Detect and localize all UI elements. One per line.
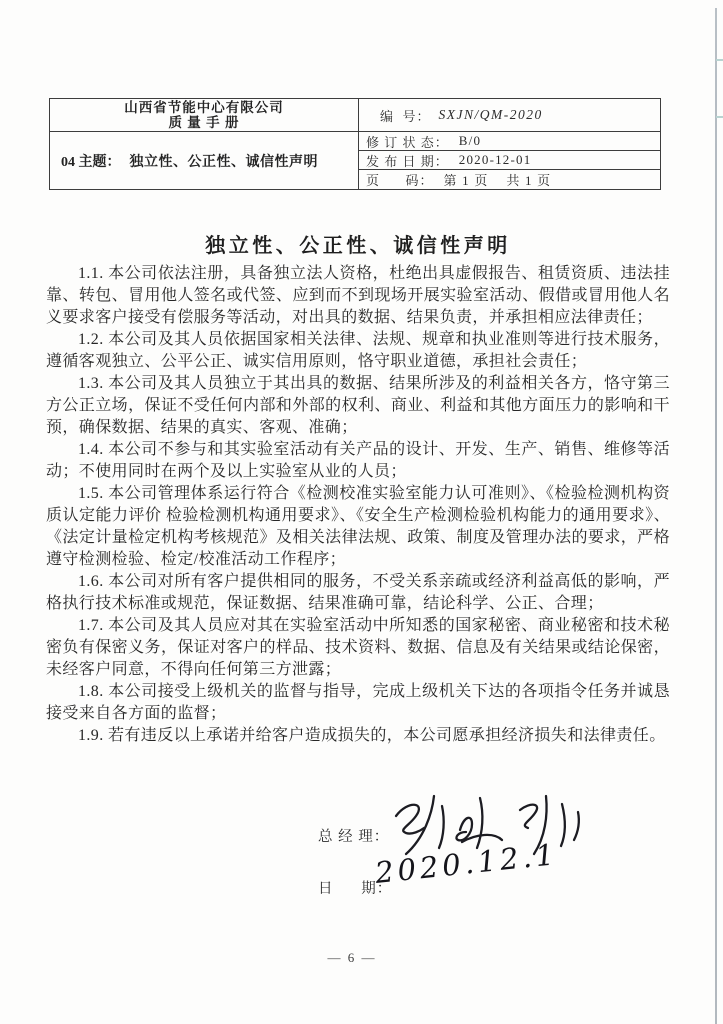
doc-number-label: 编 号：: [380, 108, 431, 124]
issue-date-row: [359, 151, 660, 170]
header-table-right-column: [359, 99, 660, 189]
declaration-paragraph-5: 1.5. 本公司管理体系运行符合《检测校准实验室能力认可准则》、《检验检测机构资质认定能力评价 检验检测机构通用要求》、《安全生产检测检验机构能力的通用要求》、《法定计量检定机构考核规范》及相关法律法规、政策、制度及管理办法的要求，严格遵守检测检验、检定/校准活动工作程序；: [46, 485, 670, 568]
declaration-paragraph-9: 1.9. 若有违反以上承诺并给客户造成损失的，本公司愿承担经济损失和法律责任。: [78, 727, 666, 744]
scan-edge-line: [715, 8, 717, 1024]
declaration-paragraph-7: 1.7. 本公司及其人员应对其在实验室活动中所知悉的国家秘密、商业秘密和技术秘密负有保密义务，保证对客户的样品、技术资料、数据、信息及有关结果或结论保密，未经客户同意，不得向任何第三方泄露；: [46, 617, 670, 678]
manual-title: 质 量 手 册: [168, 115, 240, 130]
issue-date-label: 发 布 日 期：: [366, 153, 449, 169]
date-label: 日 期：: [318, 881, 393, 897]
scan-artifact: [716, 116, 723, 118]
page-code-label: 页 码：: [366, 173, 434, 188]
declaration-paragraph-1: 1.1. 本公司依法注册，具备独立法人资格，杜绝出具虚假报告、租赁资质、违法挂靠、转包、冒用他人签名或代签、应到而不到现场开展实验室活动、假借或冒用他人名义要求客户接受有偿服务等活动，对出具的数据、结果负责，并承担相应法律责任；: [46, 265, 670, 326]
doc-number-row: [359, 99, 660, 132]
company-name-cell: [50, 99, 358, 132]
page-code-row: [359, 170, 660, 189]
header-table: [49, 98, 661, 190]
page-number: — 6 —: [327, 950, 377, 965]
declaration-paragraph-6: 1.6. 本公司对所有客户提供相同的服务，不受关系亲疏或经济利益高低的影响，严格执行技术标准或规范，保证数据、结果准确可靠，结论科学、公正、合理；: [46, 573, 670, 612]
declaration-body: [46, 263, 670, 747]
doc-number-value: SXJN/QM-2020: [438, 107, 543, 122]
declaration-paragraph-3: 1.3. 本公司及其人员独立于其出具的数据、结果所涉及的利益相关各方，恪守第三方公正立场，保证不受任何内部和外部的权利、商业、利益和其他方面压力的影响和干预，确保数据、结果的真实、客观、准确；: [46, 375, 670, 436]
handwritten-date: 2020.12.1: [373, 836, 560, 890]
scan-artifact: [716, 59, 723, 61]
general-manager-label: 总 经 理：: [318, 829, 390, 845]
revision-status-value: B/0: [458, 133, 482, 148]
subject-cell: [50, 132, 358, 189]
subject-value: 独立性、公正性、诚信性声明: [129, 154, 318, 170]
issue-date-value: 2020-12-01: [458, 152, 532, 167]
revision-status-row: [359, 132, 660, 151]
page-code-value: 第 1 页 共 1 页: [443, 173, 552, 188]
document-title: 独立性、公正性、诚信性声明: [205, 235, 511, 257]
declaration-paragraph-4: 1.4. 本公司不参与和其实验室活动有关产品的设计、开发、生产、销售、维修等活动；不使用同时在两个及以上实验室从业的人员；: [46, 441, 670, 480]
declaration-paragraph-8: 1.8. 本公司接受上级机关的监督与指导，完成上级机关下达的各项指令任务并诚恳接受来自各方面的监督；: [46, 683, 670, 722]
subject-label: 04 主题：: [61, 154, 121, 170]
declaration-paragraph-2: 1.2. 本公司及其人员依据国家相关法律、法规、规章和执业准则等进行技术服务，遵循客观独立、公平公正、诚实信用原则，恪守职业道德，承担社会责任；: [46, 331, 670, 370]
revision-status-label: 修 订 状 态：: [366, 134, 449, 150]
header-table-left-column: [50, 99, 359, 189]
company-name: 山西省节能中心有限公司: [124, 100, 284, 115]
